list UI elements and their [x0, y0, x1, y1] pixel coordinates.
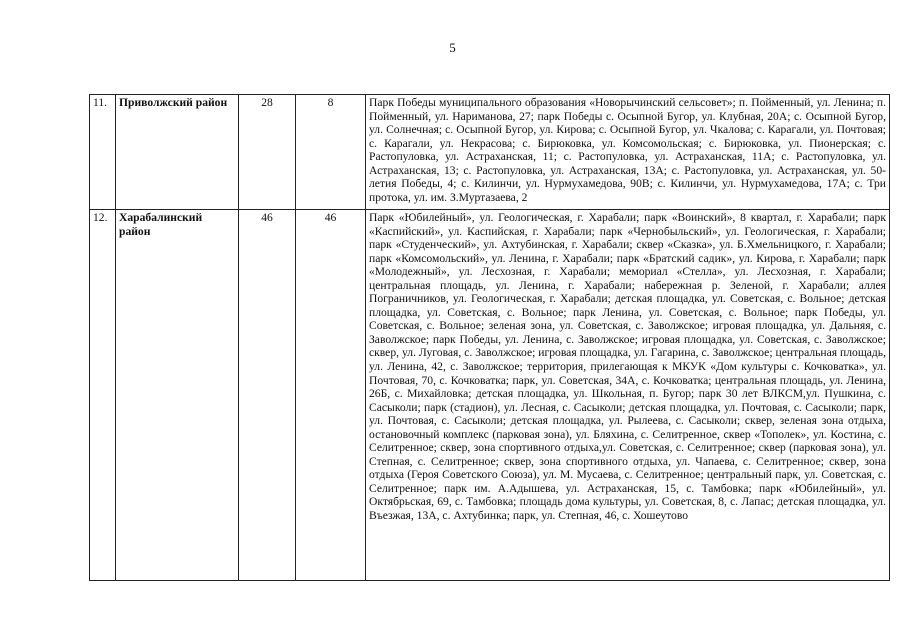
count-a: 46	[239, 210, 296, 581]
count-b: 8	[296, 95, 366, 210]
table-row	[90, 95, 890, 210]
row-number: 11.	[90, 95, 116, 210]
table-row	[90, 210, 890, 581]
districts-table	[89, 94, 890, 581]
territories-list: Парк «Юбилейный», ул. Геологическая, г. Харабали; парк «Воинский», 8 квартал, г. Харабали; парк «Каспийский», ул. Каспийская, г. Харабали; парк «Чернобыльский», ул. Геологическая, г. Харабали; парк «Студенческий», ул. Ахтубинская, г. Харабали; сквер «Сказка», ул. Б.Хмельницкого, г. Харабали; парк «Комсомольский», ул. Ленина, г. Харабали; парк «Братский садик», ул. Кирова, г. Харабали; парк «Молодежный», ул. Лесхозная, г. Харабали; мемориал «Стелла», ул. Лесхозная, г. Харабали; центральная площадь, ул. Ленина, г. Харабали; набережная р. Зеленой, г. Харабали; аллея Пограничников, ул. Геологическая, г. Харабали; детская площадка, ул. Советская, с. Вольное; детская площадка, ул. Советская, с. Вольное; парк Ленина, ул. Советская, с. Вольное; парк Победы, ул. Советская, с. Вольное; зеленая зона, ул. Советская, с. Заволжское; игровая площадка, ул. Дальняя, с. Заволжское; парк Победы, ул. Ленина, с. Заволжское; игровая площадка, ул. Советская, с. Заволжское; сквер, ул. Луговая, с. Заволжское; игровая площадка, ул. Гагарина, с. Заволжское; центральная площадь, ул. Ленина, 42, с. Заволжское; территория, прилегающая к МКУК «Дом культуры с. Кочковатка», ул. Почтовая, 70, с. Кочковатка; парк, ул. Советская, 34А, с. Кочковатка; центральная площадь, ул. Ленина, 26Б, с. Михайловка; детская площадка, ул. Школьная, п. Бугор; парк 30 лет ВЛКСМ,ул. Пушкина, с. Сасыколи; парк (стадион), ул. Лесная, с. Сасыколи; детская площадка, ул. Почтовая, с. Сасыколи; парк, ул. Почтовая, с. Сасыколи; детская площадка, ул. Рылеева, с. Сасыколи; сквер, зеленая зона отдыха, остановочный комплекс (парковая зона), ул. Бляхина, с. Селитренное, сквер «Тополек», ул. Костина, с. Селитренное; сквер, зона спортивного отдыха,ул. Советская, с. Селитренное; сквер (парковая зона), ул. Степная, с. Селитренное; сквер, зона спортивного отдыха, ул. Чапаева, с. Селитренное; сквер, зона отдыха (Героя Советского Союза), ул. М. Мусаева, с. Селитренное; центральный парк, ул. Советская, с. Селитренное; парк им. А.Адышева, ул. Астраханская, 15, с. Тамбовка; парк «Юбилейный», ул. Октябрьская, 69, с. Тамбовка; площадь дома культуры, ул. Советская, 8, с. Лапас; детская площадка, ул. Въезжая, 13А, с. Ахтубинка; парк, ул. Степная, 46, с. Хошеутово	[366, 210, 890, 581]
district-name: Харабалинский район	[116, 210, 239, 581]
row-number: 12.	[90, 210, 116, 581]
page-number: 5	[449, 40, 456, 55]
territories-list: Парк Победы муниципального образования «Новорычинский сельсовет»; п. Пойменный, ул. Ленина; п. Пойменный, ул. Нариманова, 27; парк Победы с. Осыпной Бугор, ул. Клубная, 20А; с. Осыпной Бугор, ул. Солнечная; с. Осыпной Бугор, ул. Кирова; с. Осыпной Бугор, ул. Чкалова; с. Карагали, ул. Почтовая; с. Карагали, ул. Некрасова; с. Бирюковка, ул. Комсомольская; с. Бирюковка, ул. Пионерская; с. Растопуловка, ул. Астраханская, 11; с. Растопуловка, ул. Астраханская, 11А; с. Растопуловка, ул. Астраханская, 13; с. Растопуловка, ул. Астраханская, 13А; с. Растопуловка, ул. Астраханская, ул. 50-летия Победы, 4; с. Килинчи, ул. Нурмухамедова, 90В; с. Килинчи, ул. Нурмухамедова, 17А; с. Три протока, ул. им. З.Муртазаева, 2	[366, 95, 890, 210]
district-name: Приволжский район	[116, 95, 239, 210]
count-b: 46	[296, 210, 366, 581]
count-a: 28	[239, 95, 296, 210]
